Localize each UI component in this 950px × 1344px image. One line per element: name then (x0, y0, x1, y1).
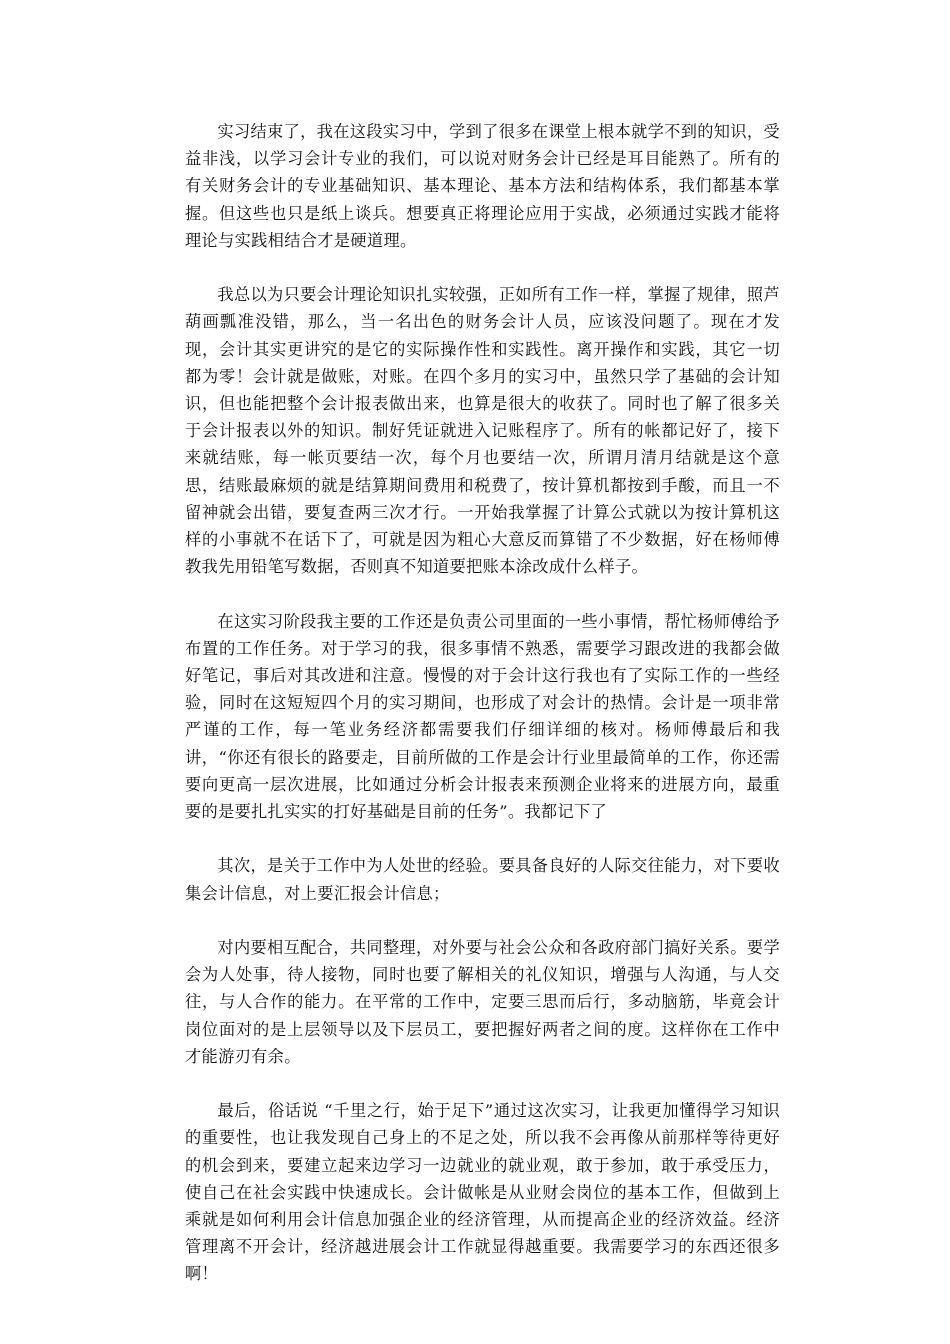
document-body (185, 118, 780, 1288)
paragraph-spacer (185, 825, 780, 852)
paragraph-2: 我总以为只要会计理论知识扎实较强，正如所有工作一样，掌握了规律，照芦葫画瓢准没错，那么，当一名出色的财务会计人员，应该没问题了。现在才发现，会计其实更讲究的是它的实际操作性和实践性。离开操作和实践，其它一切都为零！会计就是做账，对账。在四个多月的实习中，虽然只学了基础的会计知识，但也能把整个会计报表做出来，也算是很大的收获了。同时也了解了很多关于会计报表以外的知识。制好凭证就进入记账程序了。所有的帐都记好了，接下来就结账，每一帐页要结一次，每个月也要结一次，所谓月清月结就是这个意思，结账最麻烦的就是结算期间费用和税费了，按计算机都按到手酸，而且一不留神就会出错，要复查两三次才行。一开始我掌握了计算公式就以为按计算机这样的小事就不在话下了，可就是因为粗心大意反而算错了不少数据，好在杨师傅教我先用铅笔写数据，否则真不知道要把账本涂改成什么样子。 (185, 285, 780, 577)
paragraph-1: 实习结束了，我在这段实习中，学到了很多在课堂上根本就学不到的知识，受益非浅，以学习会计专业的我们，可以说对财务会计已经是耳目能熟了。所有的有关财务会计的专业基础知识、基本理论、基本方法和结构体系，我们都基本掌握。但这些也只是纸上谈兵。想要真正将理论应用于实战，必须通过实践才能将理论与实践相结合才是硬道理。 (185, 122, 780, 250)
paragraph-5: 对内要相互配合，共同整理，对外要与社会公众和各政府部门搞好关系。要学会为人处事，待人接物，同时也要了解相关的礼仪知识，增强与人沟通，与人交往，与人合作的能力。在平常的工作中，定要三思而后行，多动脑筋，毕竟会计岗位面对的是上层领导以及下层员工，要把握好两者之间的度。这样你在工作中才能游刃有余。 (185, 938, 780, 1066)
paragraph-6: 最后，俗话说 “千里之行，始于足下”通过这次实习，让我更加懂得学习知识的重要性，也让我发现自己身上的不足之处，所以我不会再像从前那样等待更好的机会到来，要建立起来边学习一边就业的就业观，敢于参加，敢于承受压力，使自己在社会实践中快速成长。会计做帐是从业财会岗位的基本工作，但做到上乘就是如何利用会计信息加强企业的经济管理，从而提高企业的经济效益。经济管理离不开会计，经济越进展会计工作就显得越重要。我需要学习的东西还很多啊！ (185, 1101, 780, 1284)
paragraph-spacer (185, 254, 780, 281)
paragraph-spacer (185, 907, 780, 934)
paragraph-4: 其次，是关于工作中为人处世的经验。要具备良好的人际交往能力，对下要收集会计信息，对上要汇报会计信息； (185, 856, 780, 903)
paragraph-3: 在这实习阶段我主要的工作还是负责公司里面的一些小事情，帮忙杨师傅给予布置的工作任务。对于学习的我，很多事情不熟悉，需要学习跟改进的我都会做好笔记，事后对其改进和注意。慢慢的对于会计这行我也有了实际工作的一些经验，同时在这短短四个月的实习期间，也形成了对会计的热情。会计是一项非常严谨的工作，每一笔业务经济都需要我们仔细详细的核对。杨师傅最后和我讲，“你还有很长的路要走，目前所做的工作是会计行业里最简单的工作，你还需要向更高一层次进展，比如通过分析会计报表来预测企业将来的进展方向，最重要的是要扎扎实实的打好基础是目前的任务”。我都记下了 (185, 611, 780, 822)
paragraph-spacer (185, 1070, 780, 1097)
paragraph-spacer (185, 580, 780, 607)
